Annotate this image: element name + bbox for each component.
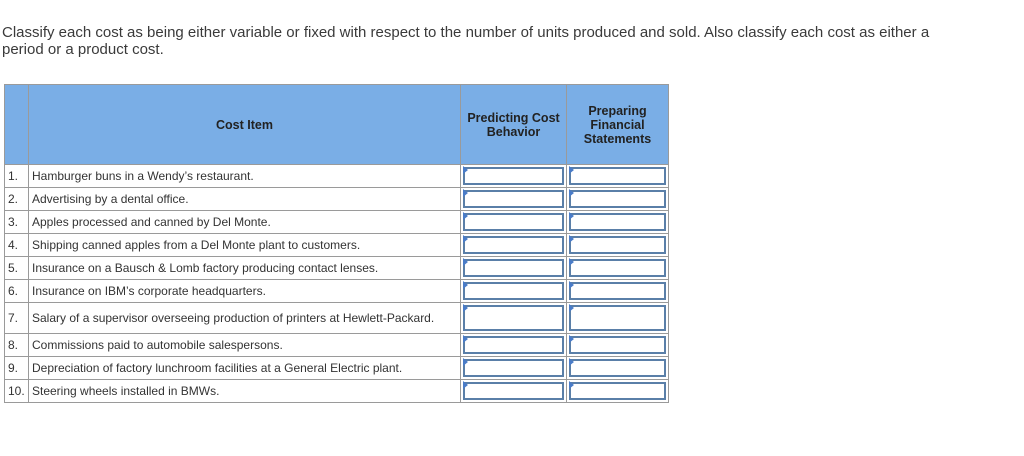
- dropdown-arrow-icon: [463, 189, 468, 197]
- dropdown-arrow-icon: [463, 381, 468, 389]
- predicting-cost-behavior-dropdown[interactable]: [461, 211, 567, 234]
- preparing-financial-statements-dropdown[interactable]: [567, 211, 669, 234]
- cost-item-text: Insurance on IBM’s corporate headquarters.: [29, 280, 461, 303]
- preparing-financial-statements-dropdown[interactable]: [567, 165, 669, 188]
- predicting-cost-behavior-dropdown[interactable]: [461, 357, 567, 380]
- preparing-financial-statements-dropdown[interactable]: [567, 257, 669, 280]
- row-number: 7.: [5, 303, 29, 334]
- dropdown-arrow-icon: [463, 212, 468, 220]
- dropdown-arrow-icon: [463, 258, 468, 266]
- cost-classification-table: [4, 84, 669, 403]
- dropdown-arrow-icon: [569, 335, 574, 343]
- header-cost-item: Cost Item: [29, 85, 461, 165]
- row-number: 5.: [5, 257, 29, 280]
- header-predicting-cost-behavior: Predicting Cost Behavior: [461, 85, 567, 165]
- row-number: 8.: [5, 334, 29, 357]
- row-number: 10.: [5, 380, 29, 403]
- header-preparing-financial-statements: Preparing Financial Statements: [567, 85, 669, 165]
- preparing-financial-statements-dropdown[interactable]: [567, 380, 669, 403]
- row-number: 2.: [5, 188, 29, 211]
- row-number: 1.: [5, 165, 29, 188]
- preparing-financial-statements-dropdown[interactable]: [567, 303, 669, 334]
- table-row: [5, 234, 669, 257]
- predicting-cost-behavior-dropdown[interactable]: [461, 257, 567, 280]
- cost-item-text: Steering wheels installed in BMWs.: [29, 380, 461, 403]
- table-row: [5, 357, 669, 380]
- table-row: [5, 257, 669, 280]
- dropdown-arrow-icon: [569, 381, 574, 389]
- dropdown-arrow-icon: [569, 166, 574, 174]
- table-header-row: [5, 85, 669, 165]
- row-number: 9.: [5, 357, 29, 380]
- preparing-financial-statements-dropdown[interactable]: [567, 357, 669, 380]
- table-row: [5, 303, 669, 334]
- row-number: 4.: [5, 234, 29, 257]
- table-row: [5, 165, 669, 188]
- predicting-cost-behavior-dropdown[interactable]: [461, 165, 567, 188]
- cost-item-text: Commissions paid to automobile salespersons.: [29, 334, 461, 357]
- predicting-cost-behavior-dropdown[interactable]: [461, 380, 567, 403]
- cost-item-text: Insurance on a Bausch & Lomb factory producing contact lenses.: [29, 257, 461, 280]
- row-number: 6.: [5, 280, 29, 303]
- cost-item-text: Shipping canned apples from a Del Monte plant to customers.: [29, 234, 461, 257]
- predicting-cost-behavior-dropdown[interactable]: [461, 334, 567, 357]
- cost-item-text: Advertising by a dental office.: [29, 188, 461, 211]
- cost-item-text: Salary of a supervisor overseeing production of printers at Hewlett-Packard.: [29, 303, 461, 334]
- header-blank: [5, 85, 29, 165]
- cost-item-text: Depreciation of factory lunchroom facilities at a General Electric plant.: [29, 357, 461, 380]
- predicting-cost-behavior-dropdown[interactable]: [461, 280, 567, 303]
- table-row: [5, 188, 669, 211]
- dropdown-arrow-icon: [569, 212, 574, 220]
- dropdown-arrow-icon: [569, 304, 574, 312]
- table-row: [5, 280, 669, 303]
- row-number: 3.: [5, 211, 29, 234]
- dropdown-arrow-icon: [569, 235, 574, 243]
- table-row: [5, 334, 669, 357]
- dropdown-arrow-icon: [569, 281, 574, 289]
- dropdown-arrow-icon: [569, 358, 574, 366]
- instructions-text: Classify each cost as being either variable or fixed with respect to the number of units produced and sold. Also classify each cost as either a period or a product cost.: [2, 24, 930, 58]
- dropdown-arrow-icon: [569, 189, 574, 197]
- cost-item-text: Hamburger buns in a Wendy’s restaurant.: [29, 165, 461, 188]
- table-row: [5, 380, 669, 403]
- table-row: [5, 211, 669, 234]
- predicting-cost-behavior-dropdown[interactable]: [461, 188, 567, 211]
- dropdown-arrow-icon: [463, 235, 468, 243]
- dropdown-arrow-icon: [463, 358, 468, 366]
- dropdown-arrow-icon: [463, 304, 468, 312]
- dropdown-arrow-icon: [463, 166, 468, 174]
- preparing-financial-statements-dropdown[interactable]: [567, 280, 669, 303]
- preparing-financial-statements-dropdown[interactable]: [567, 334, 669, 357]
- preparing-financial-statements-dropdown[interactable]: [567, 234, 669, 257]
- dropdown-arrow-icon: [463, 335, 468, 343]
- predicting-cost-behavior-dropdown[interactable]: [461, 303, 567, 334]
- cost-item-text: Apples processed and canned by Del Monte.: [29, 211, 461, 234]
- dropdown-arrow-icon: [569, 258, 574, 266]
- dropdown-arrow-icon: [463, 281, 468, 289]
- preparing-financial-statements-dropdown[interactable]: [567, 188, 669, 211]
- predicting-cost-behavior-dropdown[interactable]: [461, 234, 567, 257]
